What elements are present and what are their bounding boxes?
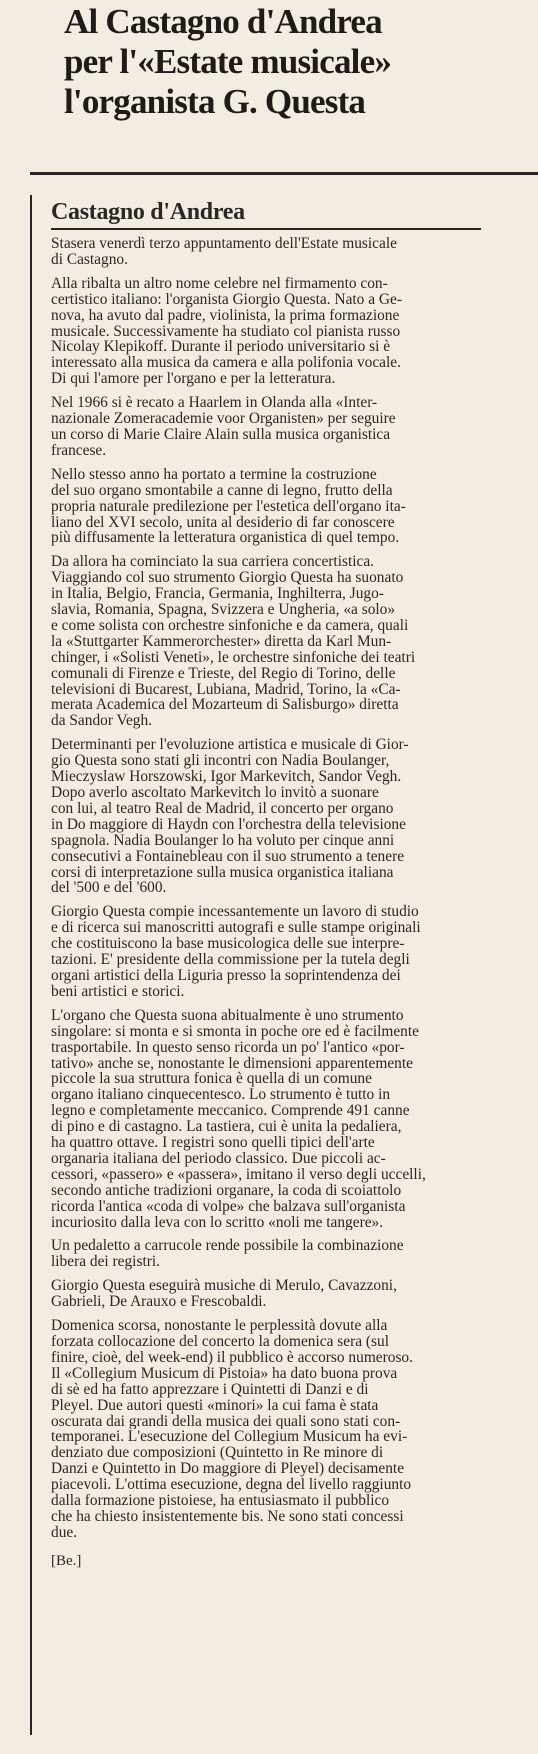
paragraph-line: di Castagno.: [51, 251, 128, 268]
paragraph-line: legno e completamente meccanico. Comprende 491 canne: [51, 1103, 410, 1120]
paragraph-line: organaria italiana del periodo classico. Due piccoli ac-: [51, 1150, 386, 1167]
paragraph-line: la «Stuttgarter Kammerorchester» diretta da Karl Mun-: [51, 633, 392, 650]
paragraph-line: nova, ha avuto dal padre, violinista, la prima formazione: [51, 307, 400, 324]
paragraph-line: Giorgio Questa compie incessantemente un lavoro di studio: [51, 904, 419, 921]
paragraph-line: cessori, «passero» e «passera», imitano il verso degli uccelli,: [51, 1166, 426, 1183]
paragraph-line: musicale. Successivamente ha studiato col pianista russo: [51, 323, 401, 340]
paragraph-line: certistico italiano: l'organista Giorgio Questa. Nato a Ge-: [51, 291, 402, 308]
paragraph-line: piccole la sua struttura fonica è quella di un comune: [51, 1071, 372, 1088]
paragraph-line: nazionale Zomeracademie voor Organisten» per seguire: [51, 411, 396, 427]
paragraph-line: Dopo averlo ascoltato Markevitch lo invitò a suonare: [51, 785, 379, 801]
paragraph-line: tazioni. E' presidente della commissione per la tutela degli: [51, 952, 410, 968]
author-signature: [Be.]: [51, 1552, 82, 1569]
paragraph-line: secondo antiche tradizioni organare, la coda di scoiattolo: [51, 1182, 402, 1199]
paragraph-line: consecutivi a Fontainebleau con il suo strumento a tenere: [51, 848, 405, 865]
paragraph-line: e di ricerca sui manoscritti autografi e sulle stampe originali: [51, 920, 421, 937]
headline-divider: [30, 172, 538, 175]
paragraph-line: che ha chiesto insistentemente bis. Ne sono stati concessi: [51, 1508, 404, 1525]
paragraph-line: Nicolay Klepikoff. Durante il periodo universitario si è: [51, 339, 391, 356]
paragraph-line: piacevoli. L'ottima esecuzione, degna del livello raggiunto: [51, 1477, 412, 1494]
column-divider: [30, 195, 32, 1735]
paragraph-line: francese.: [51, 442, 107, 459]
paragraph-line: organo italiano cinquecentesco. Lo strumento è tutto in: [51, 1087, 391, 1104]
paragraph-line: libera dei registri.: [51, 1254, 160, 1271]
paragraph-line: spagnola. Nadia Boulanger lo ha voluto per cinque anni: [51, 832, 395, 849]
article-paragraph: [51, 395, 481, 459]
paragraph-line: interessato alla musica da camera e alla polifonia vocale.: [51, 355, 401, 372]
paragraph-line: organi artistici della Liguria presso la soprintendenza dei: [51, 967, 401, 984]
headline-line-1: Al Castagno d'Andrea: [64, 2, 382, 41]
paragraph-line: corsi di interpretazione sulla musica organistica italiana: [51, 864, 394, 881]
article-paragraph: [51, 737, 481, 896]
paragraph-line: un corso di Marie Claire Alain sulla musica organistica: [51, 426, 391, 443]
paragraph-line: Nel 1966 si è recato a Haarlem in Olanda alla «Inter-: [51, 395, 378, 412]
paragraph-line: propria naturale predilezione per l'estetica dell'organo ita-: [51, 498, 406, 515]
paragraph-line: televisioni di Bucarest, Lubiana, Madrid, Torino, la «Ca-: [51, 681, 401, 698]
paragraph-line: comunali di Firenze e Trieste, del Regio di Torino, delle: [51, 665, 396, 682]
paragraph-line: Nello stesso anno ha portato a termine la costruzione: [51, 466, 377, 483]
paragraph-line: Giorgio Questa eseguirà musiche di Merulo, Cavazzoni,: [51, 1278, 397, 1295]
paragraph-line: Domenica scorsa, nonostante le perplessità dovute alla: [51, 1318, 388, 1334]
paragraph-line: gio Questa sono stati gli incontri con Nadia Boulanger,: [51, 753, 390, 770]
paragraph-line: forzata collocazione del concerto la domenica sera (sul: [51, 1334, 389, 1350]
paragraph-line: tativo» anche se, nonostante le dimensioni apparentemente: [51, 1055, 413, 1072]
paragraph-line: del suo organo smontabile a canne di legno, frutto della: [51, 482, 393, 499]
article-paragraph: [51, 1008, 481, 1231]
paragraph-line: due.: [51, 1524, 78, 1541]
paragraph-line: ha quattro ottave. I registri sono quelli tipici dell'arte: [51, 1135, 375, 1151]
paragraph-line: singolare: si monta e si smonta in poche ore ed è facilmente: [51, 1023, 419, 1040]
article-paragraph: [51, 554, 481, 729]
paragraph-line: Il «Collegium Musicum di Pistoia» ha dato buona prova: [51, 1365, 398, 1382]
section-title: Castagno d'Andrea: [51, 198, 481, 230]
article-paragraph: [51, 236, 481, 268]
paragraph-line: Danzi e Quintetto in Do maggiore di Pleyel) decisamente: [51, 1461, 405, 1478]
paragraph-line: Alla ribalta un altro nome celebre nel firmamento con-: [51, 275, 388, 292]
paragraph-line: in Italia, Belgio, Francia, Germania, Inghilterra, Jugo-: [51, 586, 384, 603]
paragraph-line: merata Academica del Mozarteum di Salisburgo» diretta: [51, 697, 399, 714]
paragraph-line: Pleyel. Due autori questi «minori» la cui fama è stata: [51, 1397, 379, 1414]
paragraph-line: L'organo che Questa suona abitualmente è uno strumento: [51, 1007, 404, 1024]
article-paragraph: [51, 1278, 481, 1310]
paragraph-line: di sè ed ha fatto apprezzare i Quintetti di Danzi e di: [51, 1381, 369, 1398]
paragraph-line: beni artistici e storici.: [51, 983, 185, 1000]
paragraph-line: liano del XVI secolo, unita al desiderio di far conoscere: [51, 514, 395, 531]
article-paragraph: [51, 1238, 481, 1270]
paragraph-line: del '500 e del '600.: [51, 880, 167, 897]
paragraph-line: denziato due composizioni (Quintetto in Re minore di: [51, 1445, 384, 1462]
paragraph-line: incuriosito dalla leva con lo scritto «noli me tangere».: [51, 1214, 384, 1231]
paragraph-line: chinger, i «Solisti Veneti», le orchestre sinfoniche dei teatri: [51, 649, 416, 666]
paragraph-line: ricorda l'antica «coda di volpe» che balzava sull'organista: [51, 1198, 406, 1215]
paragraph-line: Di qui l'amore per l'organo e per la letteratura.: [51, 371, 336, 388]
paragraph-line: finire, cioè, del week-end) il pubblico è accorso numeroso.: [51, 1349, 413, 1366]
paragraph-line: in Do maggiore di Haydn con l'orchestra della televisione: [51, 816, 406, 833]
paragraph-line: slavia, Romania, Spagna, Svizzera e Ungheria, «a solo»: [51, 602, 396, 618]
article-body: [51, 198, 481, 1569]
paragraph-line: Gabrieli, De Arauxo e Frescobaldi.: [51, 1294, 267, 1311]
paragraph-line: Un pedaletto a carrucole rende possibile la combinazione: [51, 1238, 404, 1255]
paragraph-line: trasportabile. In questo senso ricorda un po' l'antico «por-: [51, 1039, 405, 1056]
article-paragraph: [51, 1318, 481, 1541]
paragraph-line: con lui, al teatro Real de Madrid, il concerto per organo: [51, 800, 394, 817]
paragraph-line: Mieczyslaw Horszowski, Igor Markevitch, Sandor Vegh.: [51, 769, 402, 785]
article-paragraph: [51, 904, 481, 999]
paragraph-list: [51, 236, 481, 1541]
paragraph-line: di pino e di castagno. La tastiera, cui è unita la pedaliera,: [51, 1119, 402, 1136]
paragraph-line: da Sandor Vegh.: [51, 713, 153, 730]
paragraph-line: Viaggiando col suo strumento Giorgio Questa ha suonato: [51, 570, 404, 587]
article-paragraph: [51, 467, 481, 547]
paragraph-line: Da allora ha cominciato la sua carriera concertistica.: [51, 554, 375, 571]
paragraph-line: temporanei. L'esecuzione del Collegium Musicum ha evi-: [51, 1429, 408, 1446]
paragraph-line: che costituiscono la base musicologica delle sue interpre-: [51, 936, 405, 953]
paragraph-line: e come solista con orchestre sinfoniche e da camera, quali: [51, 617, 409, 634]
paragraph-line: oscurata dai grandi della musica dei quali sono stati con-: [51, 1413, 401, 1430]
headline-line-2: per l'«Estate musicale»: [64, 42, 392, 81]
headline: [64, 2, 534, 122]
paragraph-line: dalla formazione pistoiese, ha entusiasmato il pubblico: [51, 1493, 390, 1509]
headline-line-3: l'organista G. Questa: [64, 82, 366, 121]
paragraph-line: più diffusamente la letteratura organistica di quel tempo.: [51, 530, 400, 547]
article-paragraph: [51, 276, 481, 387]
paragraph-line: Stasera venerdì terzo appuntamento dell'Estate musicale: [51, 236, 397, 252]
paragraph-line: Determinanti per l'evoluzione artistica e musicale di Gior-: [51, 737, 409, 754]
